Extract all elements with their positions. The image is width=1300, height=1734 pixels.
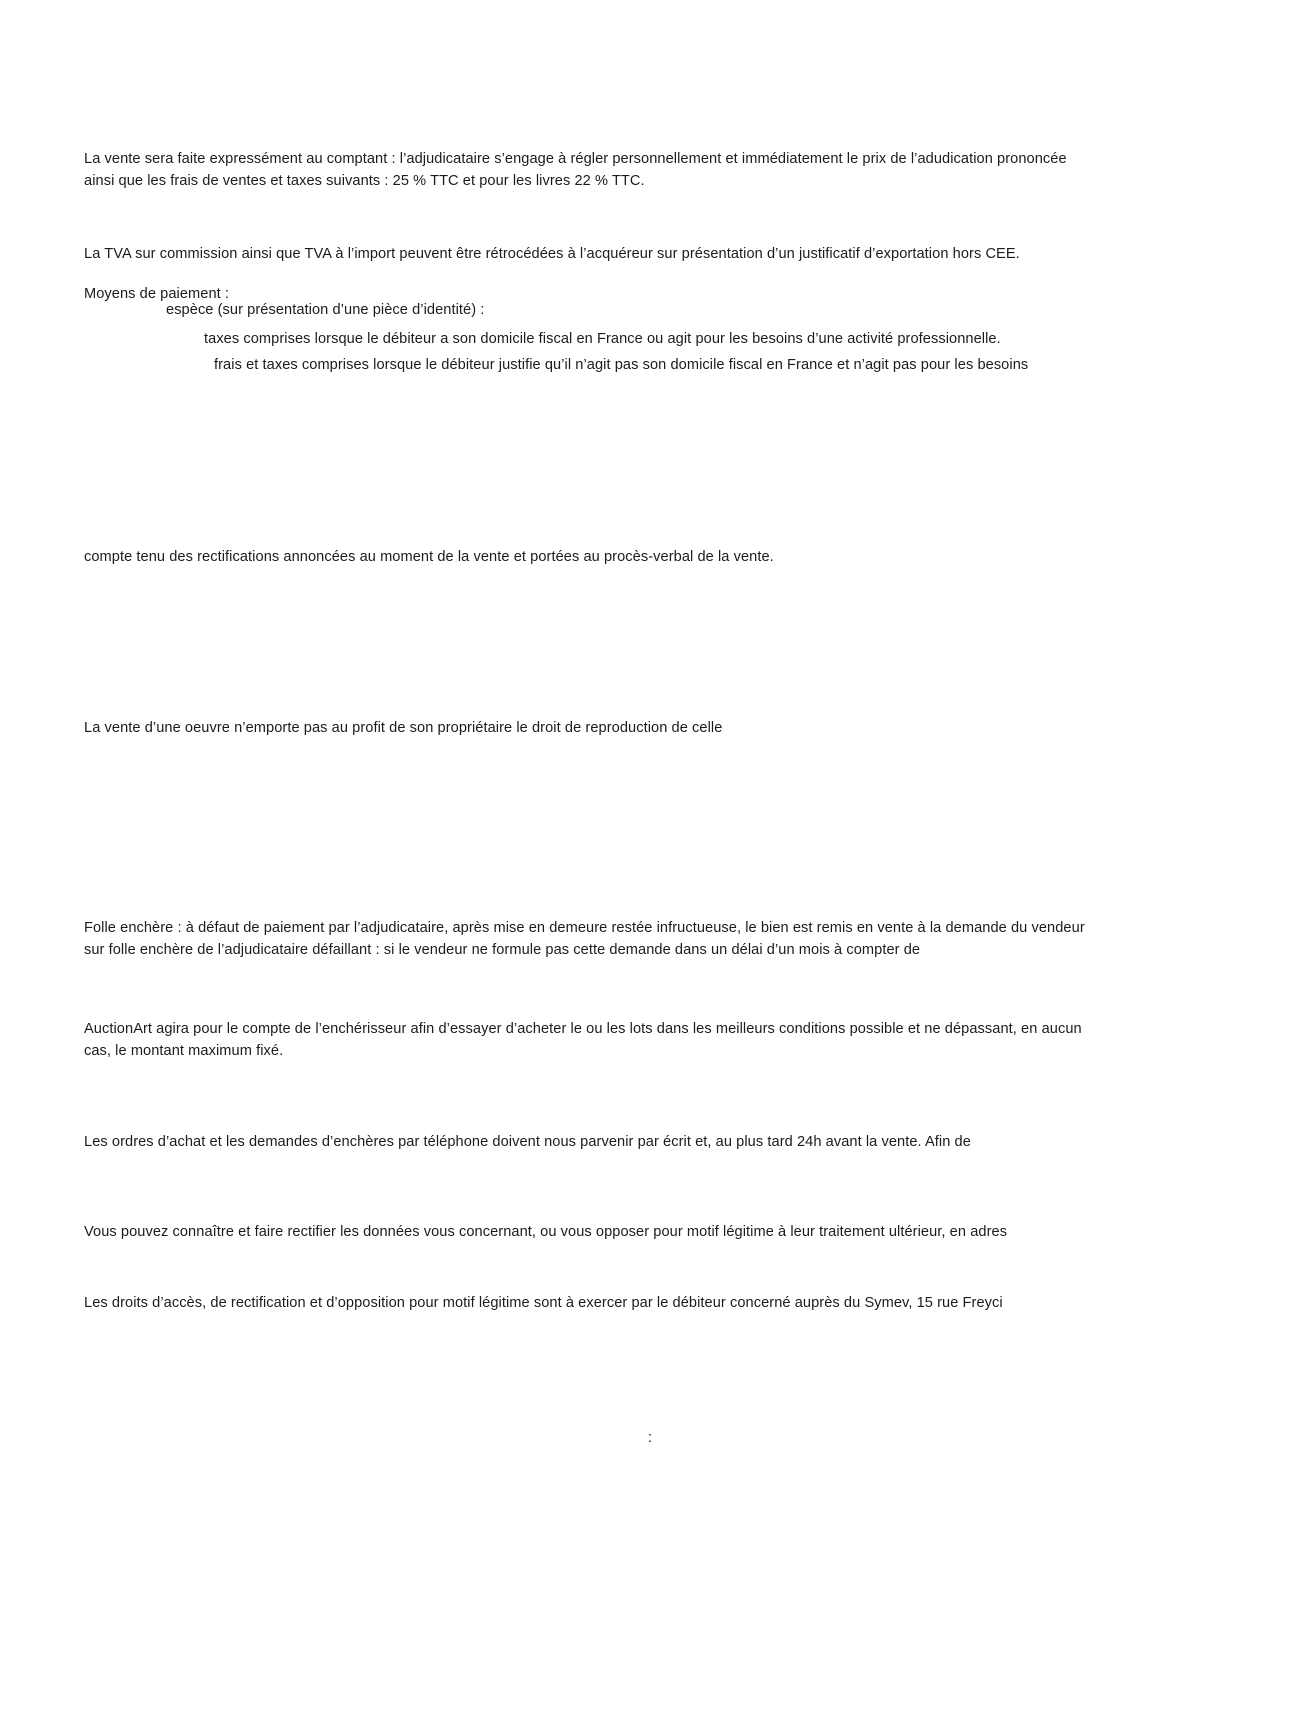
footer-colon-mark: : (647, 1430, 653, 1446)
paragraph-auctionart-bidding: AuctionArt agira pour le compte de l’enchérisseur afin d’essayer d’acheter le ou les lots dans les meilleurs conditions possible et ne dépassant, en aucun cas, le montant maximum fixé. (84, 1021, 1086, 1059)
cash-limit-nonresident: frais et taxes comprises lorsque le débiteur justifie qu’il n’agit pas son domicile fiscal en France et n’agit pas pour les besoins (214, 357, 1029, 373)
payment-method-cash: espèce (sur présentation d’une pièce d’identité) : (166, 302, 485, 318)
paragraph-payment-terms: La vente sera faite expressément au comptant : l’adjudicataire s’engage à régler personnellement et immédiatement le prix de l’adudication prononcée ainsi que les frais de ventes et taxes suivants : 25 % TTC et pour les livres 22 % TTC. (84, 151, 1071, 189)
paragraph-reproduction-rights: La vente d’une oeuvre n’emporte pas au profit de son propriétaire le droit de reproduction de celle (84, 720, 723, 736)
cash-limit-resident: taxes comprises lorsque le débiteur a son domicile fiscal en France ou agit pour les besoins d’une activité professionnelle. (204, 331, 1001, 347)
paragraph-vat-export: La TVA sur commission ainsi que TVA à l’import peuvent être rétrocédées à l’acquéreur sur présentation d’un justificatif d’exportation hors CEE. (84, 246, 1020, 262)
paragraph-data-rectification: Vous pouvez connaître et faire rectifier les données vous concernant, ou vous opposer pour motif légitime à leur traitement ultérieur, en adres (84, 1224, 1008, 1240)
heading-payment-methods: Moyens de paiement : (84, 286, 230, 302)
paragraph-absentee-bids: Les ordres d’achat et les demandes d’enchères par téléphone doivent nous parvenir par écrit et, au plus tard 24h avant la vente. Afin de (84, 1134, 971, 1150)
paragraph-symev-rights: Les droits d’accès, de rectification et d’opposition pour motif légitime sont à exercer par le débiteur concerné auprès du Symev, 15 rue Freyci (84, 1295, 1003, 1311)
paragraph-rectifications: compte tenu des rectifications annoncées au moment de la vente et portées au procès-verbal de la vente. (84, 549, 774, 565)
paragraph-folle-enchere: Folle enchère : à défaut de paiement par l’adjudicataire, après mise en demeure restée infructueuse, le bien est remis en vente à la demande du vendeur sur folle enchère de l’adjudicataire défaillant : si le vendeur ne formule pas cette demande dans un délai d’un mois à compter de (84, 920, 1089, 958)
